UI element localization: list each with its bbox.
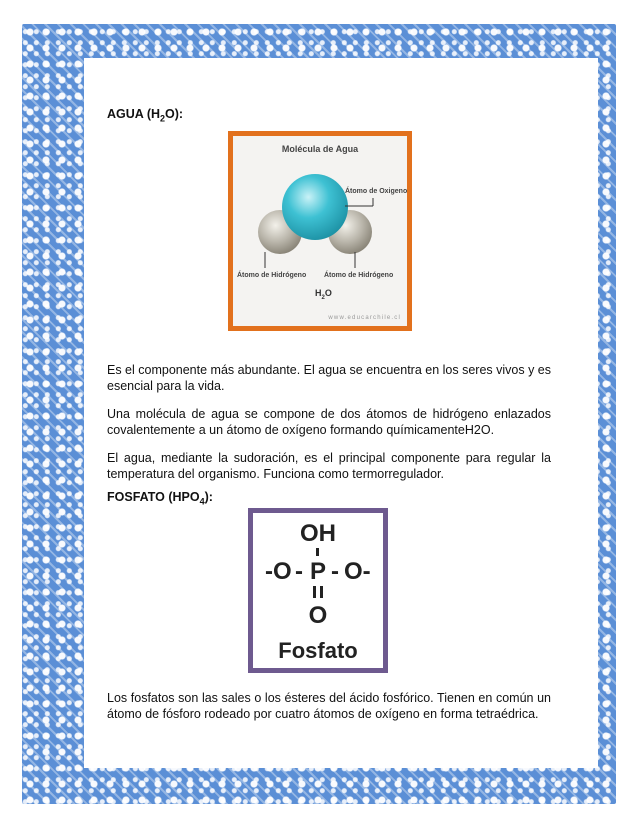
phosphate-double-bond-a: [313, 586, 316, 598]
water-molecule-diagram: [233, 136, 407, 326]
phosphate-right-oxygen: O-: [344, 558, 371, 585]
water-heading-suffix: O):: [165, 107, 184, 121]
phosphate-left-bond: -: [295, 558, 303, 585]
phosphate-phosphorus: P: [309, 558, 327, 585]
water-heading-prefix: AGUA (H: [107, 107, 161, 121]
water-paragraph-2: Una molécula de agua se compone de dos átomos de hidrógeno enlazados covalentemente a un átomo de oxígeno formando químicamenteH2O.: [107, 407, 551, 437]
watermark: www.educarchile.cl: [328, 315, 401, 321]
water-heading-subscript: 2: [160, 113, 166, 124]
oxygen-label: Átomo de Oxigeno: [345, 188, 407, 195]
phosphate-heading-prefix: FOSFATO (HPO: [107, 490, 200, 504]
water-heading: [107, 107, 183, 124]
phosphate-bottom-oxygen: O: [308, 602, 328, 629]
phosphate-double-bond-b: [320, 586, 323, 598]
water-formula: $H_2O$: [315, 288, 332, 301]
hydrogen-right-label: Átomo de Hidrógeno: [324, 272, 394, 279]
phosphate-image: [248, 508, 388, 673]
water-paragraph-3: El agua, mediante la sudoración, es el principal componente para regular la temperatura del organismo. Funciona como termorregulador.: [107, 451, 551, 481]
phosphate-heading-suffix: ):: [204, 490, 213, 504]
water-paragraph-1: Es el componente más abundante. El agua se encuentra en los seres vivos y es esencial para la vida.: [107, 363, 552, 393]
hydrogen-left-label: Átomo de Hidrógeno: [237, 272, 307, 279]
phosphate-caption: Fosfato: [278, 638, 358, 663]
phosphate-right-bond: -: [331, 558, 339, 585]
phosphate-oh: OH: [300, 520, 336, 547]
oxygen-atom: [282, 174, 348, 240]
phosphate-single-bond: [316, 548, 319, 556]
phosphate-left-oxygen: -O: [265, 558, 292, 585]
phosphate-heading-subscript: 4: [199, 496, 205, 507]
water-molecule-image: [228, 131, 412, 331]
water-figure-title: Molécula de Agua: [281, 144, 359, 154]
phosphate-diagram: [253, 513, 383, 668]
phosphate-heading: [107, 490, 213, 507]
phosphate-paragraph: Los fosfatos son las sales o los ésteres del ácido fosfórico. Tienen en común un átomo de fósforo rodeado por cuatro átomos de oxígeno en forma tetraédrica.: [107, 691, 551, 721]
